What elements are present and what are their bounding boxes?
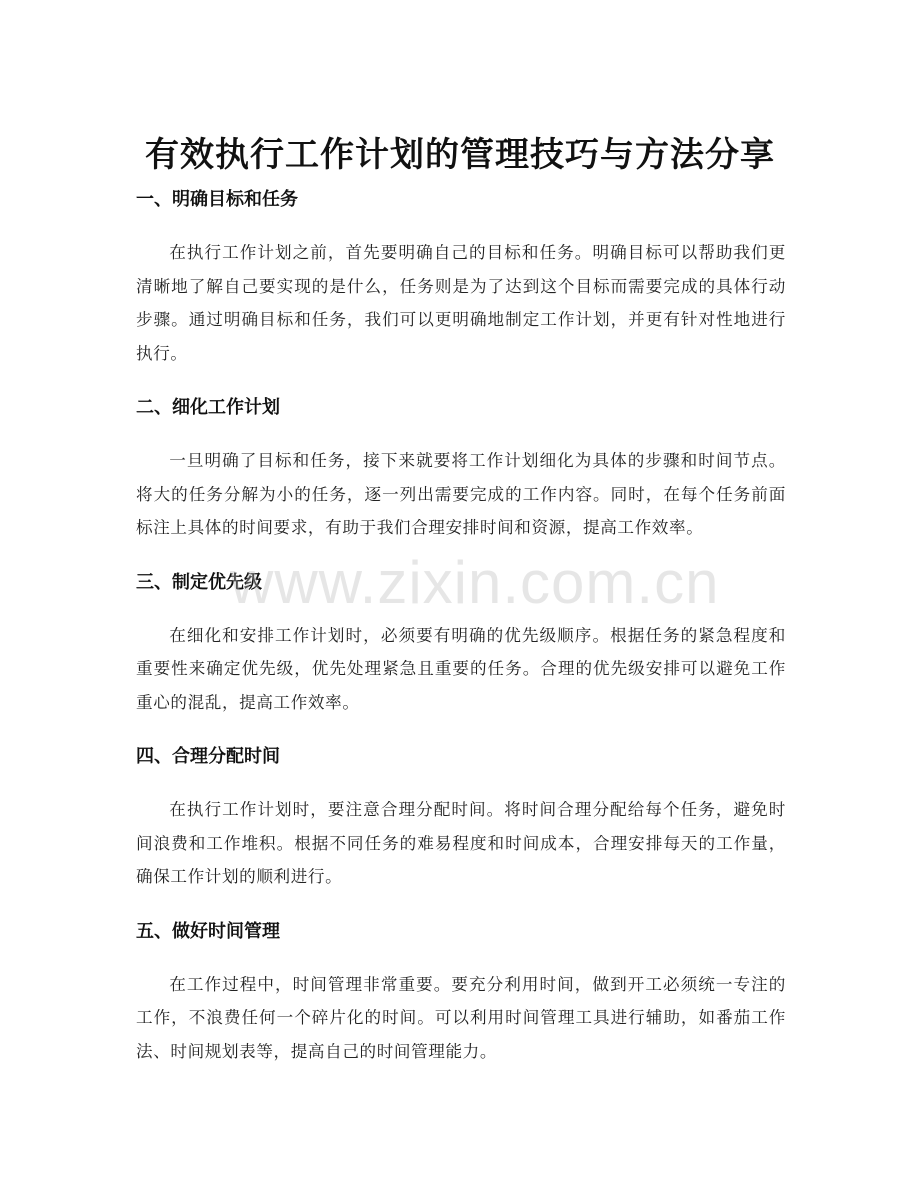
section-paragraph: 在细化和安排工作计划时，必须要有明确的优先级顺序。根据任务的紧急程度和重要性来确定优先级，优先处理紧急且重要的任务。合理的优先级安排可以避免工作重心的混乱，提高工作效率。 bbox=[136, 625, 786, 712]
section-2 bbox=[136, 394, 786, 545]
section-3 bbox=[136, 569, 786, 720]
section-paragraph: 在工作过程中，时间管理非常重要。要充分利用时间，做到开工必须统一专注的工作，不浪费任何一个碎片化的时间。可以利用时间管理工具进行辅助，如番茄工作法、时间规划表等，提高自己的时间管理能力。 bbox=[136, 974, 786, 1061]
section-1 bbox=[136, 186, 786, 370]
document-body bbox=[136, 186, 786, 1092]
document-title: 有效执行工作计划的管理技巧与方法分享 bbox=[145, 134, 775, 175]
watermark: www.zixin.com.cn bbox=[230, 549, 720, 616]
section-heading: 一、明确目标和任务 bbox=[136, 189, 298, 210]
section-paragraph: 在执行工作计划时，要注意合理分配时间。将时间合理分配给每个任务，避免时间浪费和工作堆积。根据不同任务的难易程度和时间成本，合理安排每天的工作量，确保工作计划的顺利进行。 bbox=[136, 800, 786, 886]
section-paragraph: 在执行工作计划之前，首先要明确自己的目标和任务。明确目标可以帮助我们更清晰地了解自己要实现的是什么，任务则是为了达到这个目标而需要完成的具体行动步骤。通过明确目标和任务，我们可以更明确地制定工作计划，并更有针对性地进行执行。 bbox=[136, 243, 786, 363]
section-heading: 三、制定优先级 bbox=[136, 571, 262, 593]
section-paragraph: 一旦明确了目标和任务，接下来就要将工作计划细化为具体的步骤和时间节点。将大的任务分解为小的任务，逐一列出需要完成的工作内容。同时，在每个任务前面标注上具体的时间要求，有助于我们合理安排时间和资源，提高工作效率。 bbox=[136, 451, 786, 537]
section-heading: 四、合理分配时间 bbox=[136, 746, 280, 767]
section-5 bbox=[136, 918, 786, 1069]
section-heading: 五、做好时间管理 bbox=[136, 920, 280, 942]
section-heading: 二、细化工作计划 bbox=[136, 397, 280, 418]
section-4 bbox=[136, 743, 786, 894]
